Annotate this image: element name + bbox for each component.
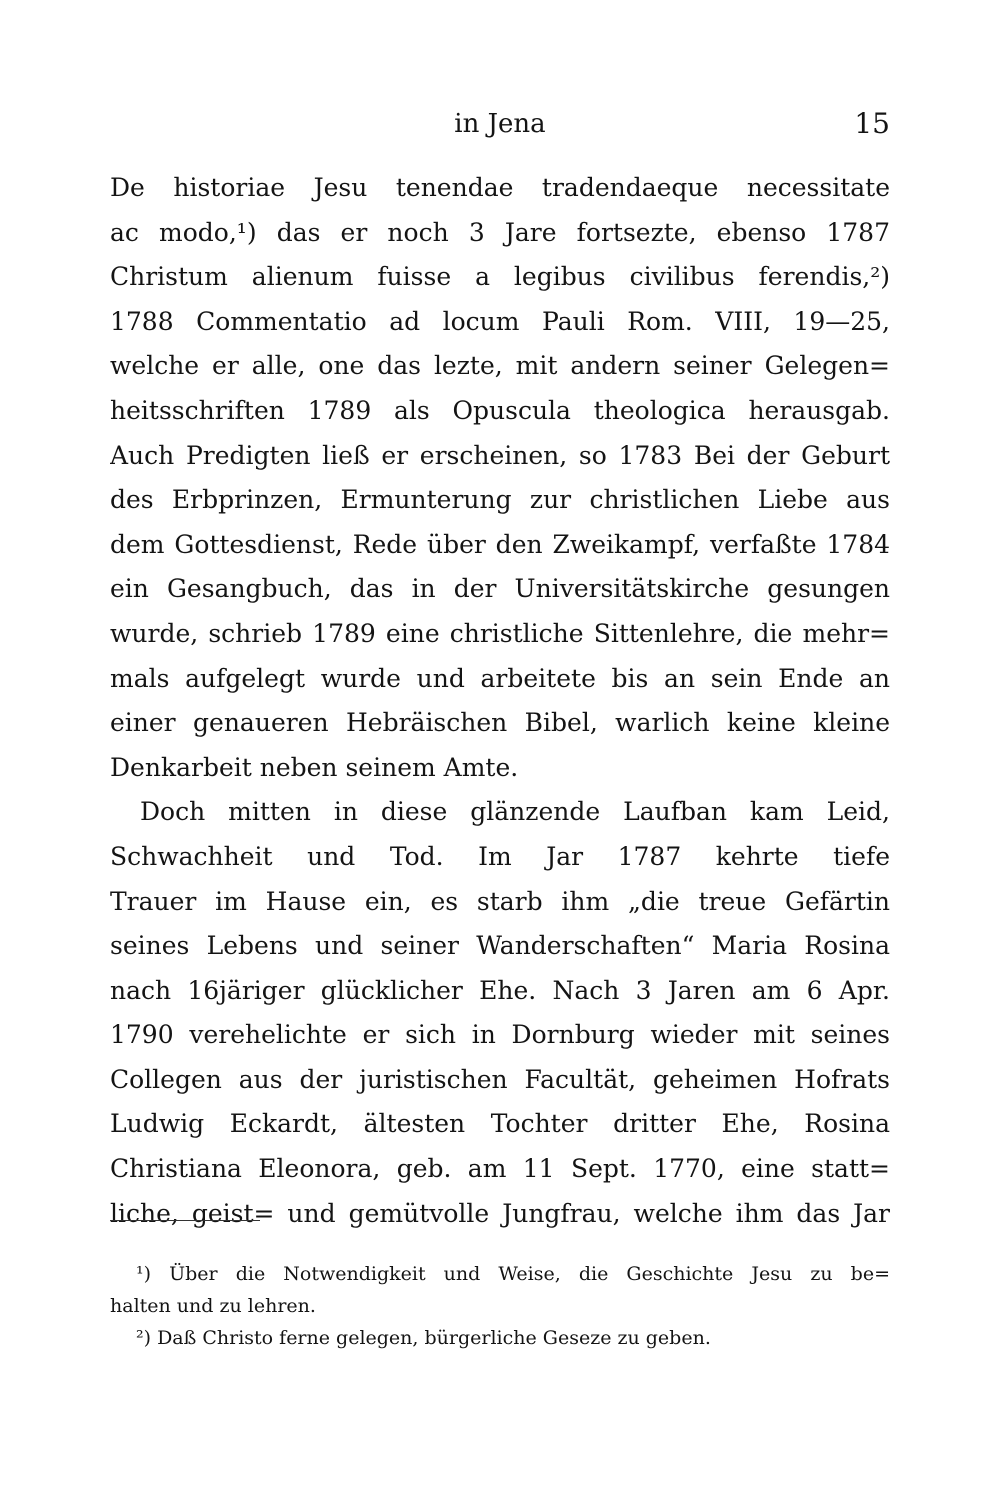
text-line: einer genaueren Hebräischen Bibel, warlich keine kleine bbox=[110, 708, 890, 738]
text-line: dem Gottesdienst, Rede über den Zweikampf, verfaßte 1784 bbox=[110, 529, 890, 559]
footnote-1-continuation: halten und zu lehren. bbox=[110, 1295, 316, 1317]
running-head bbox=[110, 104, 890, 144]
footnote-1: ¹) Über die Notwendigkeit und Weise, die Geschichte Jesu zu be= bbox=[136, 1263, 890, 1285]
text-line: Christum alienum fuisse a legibus civilibus ferendis,²) bbox=[110, 262, 890, 292]
text-line-paragraph-end: Denkarbeit neben seinem Amte. bbox=[110, 752, 519, 782]
text-line: Ludwig Eckardt, ältesten Tochter dritter Ehe, Rosina bbox=[110, 1109, 890, 1139]
text-line: nach 16järiger glücklicher Ehe. Nach 3 Jaren am 6 Apr. bbox=[110, 975, 890, 1005]
text-line: Trauer im Hause ein, es starb ihm „die treue Gefärtin bbox=[110, 886, 890, 916]
text-line: Schwachheit und Tod. Im Jar 1787 kehrte tiefe bbox=[110, 841, 890, 871]
text-line: liche, geist= und gemütvolle Jungfrau, welche ihm das Jar bbox=[110, 1198, 890, 1228]
text-line: 1788 Commentatio ad locum Pauli Rom. VIII, 19—25, bbox=[110, 306, 890, 336]
text-line: Collegen aus der juristischen Facultät, geheimen Hofrats bbox=[110, 1064, 890, 1094]
text-line: ac modo,¹) das er noch 3 Jare fortsezte, ebenso 1787 bbox=[110, 217, 890, 247]
text-line: De historiae Jesu tenendae tradendaeque necessitate bbox=[110, 173, 890, 202]
text-line: ein Gesangbuch, das in der Universitätskirche gesungen bbox=[110, 574, 890, 604]
text-line-paragraph-start: Doch mitten in diese glänzende Laufban kam Leid, bbox=[140, 797, 890, 827]
running-title: in Jena bbox=[454, 109, 546, 139]
page-number: 15 bbox=[854, 107, 890, 140]
footnote-2: ²) Daß Christo ferne gelegen, bürgerliche Geseze zu geben. bbox=[136, 1327, 711, 1349]
text-line: seines Lebens und seiner Wanderschaften“ Maria Rosina bbox=[110, 931, 890, 961]
footnotes bbox=[110, 1258, 890, 1354]
text-line: 1790 verehelichte er sich in Dornburg wieder mit seines bbox=[110, 1020, 890, 1050]
text-line: Auch Predigten ließ er erscheinen, so 1783 Bei der Geburt bbox=[110, 440, 890, 470]
text-line: mals aufgelegt wurde und arbeitete bis an sein Ende an bbox=[110, 663, 890, 693]
text-line: wurde, schrieb 1789 eine christliche Sittenlehre, die mehr= bbox=[110, 618, 890, 648]
footnote-divider bbox=[110, 1220, 260, 1221]
body-text bbox=[110, 166, 890, 1236]
text-line: Christiana Eleonora, geb. am 11 Sept. 1770, eine statt= bbox=[110, 1154, 890, 1184]
text-line: des Erbprinzen, Ermunterung zur christlichen Liebe aus bbox=[110, 485, 890, 515]
text-line: heitsschriften 1789 als Opuscula theologica herausgab. bbox=[110, 395, 890, 425]
text-line: welche er alle, one das lezte, mit andern seiner Gelegen= bbox=[110, 351, 890, 381]
